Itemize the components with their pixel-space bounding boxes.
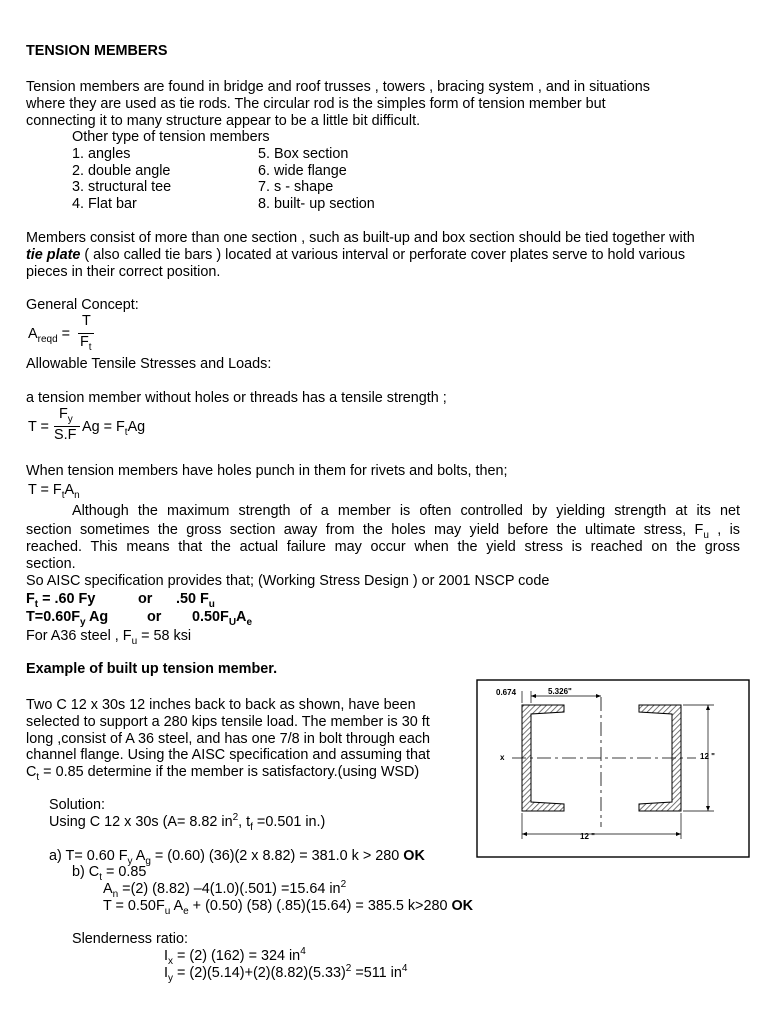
areqd-numerator: T [82,313,91,329]
a36-line: For A36 steel , $F_u = 58$ ksi [26,628,192,647]
type-item-8: 8. built- up section [258,196,375,212]
t060-alt: $0.50F_UA_e$ [192,609,253,628]
step-b-line: b) $C_t = 0.85$ [72,864,147,883]
t-eq-denominator: S.F [54,427,77,443]
t-eq-rhs: $Ag = F_tAg$ [82,419,146,438]
intro-line-2: where they are used as tie rods. The circular rod is the simples form of tension member but [26,96,606,112]
intro-line-1: Tension members are found in bridge and roof trusses , towers , bracing system , and in situations [26,79,650,95]
ok-badge-a: OK [403,848,425,864]
intro-line-3: connecting it to many structure appear to be a little bit difficult. [26,113,421,129]
example-line-4: channel flange. Using the AISC specification and assuming that [26,747,430,763]
type-item-5: 5. Box section [258,146,349,162]
example-line-1: Two C 12 x 30s 12 inches back to back as shown, have been [26,697,416,713]
dim-12-bottom-label: 12 " [580,832,595,841]
example-line-5: $C_t = 0.85$ determine if the member is satisfactory.(using WSD) [26,764,420,783]
t-eq-lhs: T = [28,419,49,435]
type-item-7: 7. s - shape [258,179,334,195]
solution-label: Solution: [49,797,106,813]
t060-formula: $T=0.60F_y$ Ag [26,609,109,628]
other-types-label: Other type of tension members [72,129,270,145]
dim-12-right-label: 12 " [700,752,715,761]
t060-or: or [147,609,162,625]
although-line-1: Although the maximum strength of a member is often controlled by yielding strength at its net [72,503,740,519]
areqd-denominator: $F_t$ [80,334,92,353]
dim-0674-label: 0.674 [496,688,517,697]
t-ftan-line: $T = F_tA_n$ [28,482,80,501]
no-holes-line: a tension member without holes or threads has a tensile strength ; [26,390,447,406]
ok-badge-b: OK [451,898,474,914]
an-line: $A_n =(2)$ (8.82) –4(1.0)(.501) =15.64 $in^2$ [103,879,347,900]
areqd-lhs: $A_{reqd}$ = [28,326,71,345]
members-line-1: Members consist of more than one section , such as built-up and box section should be tied together with [26,230,695,246]
example-line-2: selected to support a 280 kips tensile load. The member is 30 ft [26,714,430,730]
allowable-label: Allowable Tensile Stresses and Loads: [26,356,272,372]
members-line-3: pieces in their correct position. [26,264,221,280]
type-item-3: 3. structural tee [72,179,172,195]
slenderness-label: Slenderness ratio: [72,931,188,947]
t-eq-numerator: $F_y$ [59,406,73,425]
axis-x-label: x [500,753,505,762]
dim-5326-label: 5.326" [548,687,572,696]
holes-line: When tension members have holes punch in them for rivets and bolts, then; [26,463,508,479]
iy-line: $I_y = (2)(5.14)+(2)(8.82)(5.33)^2 =511$ $in^4$ [164,963,408,984]
using-line: Using C 12 x 30s (A= 8.82 $in^2$, $t_f =0.501$ in.) [49,812,326,833]
members-line-2: tie plate ( also called tie bars ) located at various interval or perforate cover plates serve to hold various [26,247,686,263]
type-item-6: 6. wide flange [258,163,347,179]
although-line-3: reached. This means that the actual failure may occur when the yield stress is reached on the gross [26,539,740,555]
although-line-4: section. [26,556,76,572]
aisc-line: So AISC specification provides that; (Working Stress Design ) or 2001 NSCP code [26,573,550,589]
ix-line: $I_x = (2) (162) = 324$ $in^4$ [164,946,306,967]
although-line-2: section sometimes the gross section away from the holes may yield before the ultimate stress, $F_u$ , is [26,522,740,541]
ft-alt: .50 $F_u$ [176,591,215,610]
page-heading: TENSION MEMBERS [26,43,168,59]
t050-line: $T = 0.50F_u$ $A_e + (0.50)$ (58) (.85)(15.64) = 385.5 k>280 OK [103,898,474,917]
example-heading: Example of built up tension member. [26,661,278,677]
channel-section-figure [476,679,750,858]
ft-formula: $F_t = .60$ Fy [26,591,96,610]
step-a-line: a) T= 0.60 $F_y$ $A_g = (0.60)$ (36)(2 x 8.82) = 381.0 k > 280 OK [49,848,425,867]
general-concept-label: General Concept: [26,297,139,313]
type-item-1: 1. angles [72,146,131,162]
example-line-3: long ,consist of A 36 steel, and has one 7/8 in bolt through each [26,731,431,747]
type-item-2: 2. double angle [72,163,171,179]
ft-or: or [138,591,153,607]
tie-plate-term: tie plate [26,247,81,263]
type-item-4: 4. Flat bar [72,196,137,212]
